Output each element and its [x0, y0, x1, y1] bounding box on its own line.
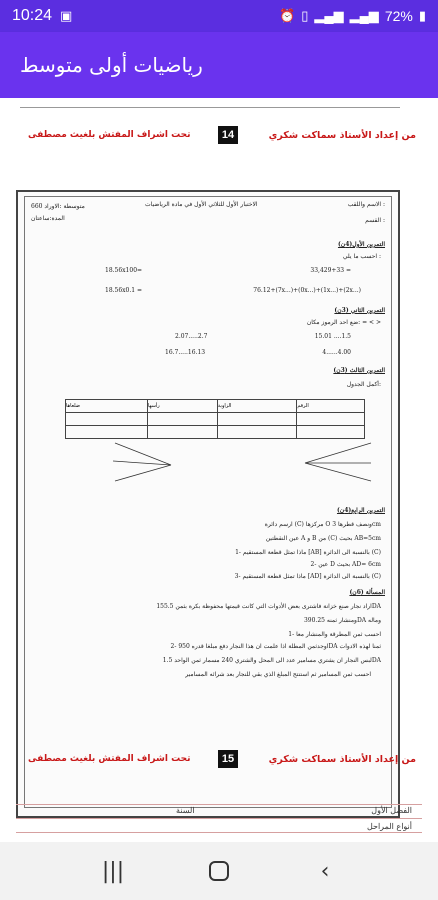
page-header-14 — [0, 126, 438, 150]
home-icon[interactable] — [199, 851, 239, 891]
angle-figure-right — [295, 441, 375, 485]
table-header: رأسها — [147, 400, 217, 413]
ex5-line3: لبس النجار ان يشتري مسامير عدد الى المحل والشتري 240 مسمار ثمن الواحد 1.5DA — [162, 657, 381, 664]
ex5-item2: 2- اوجدثمن المطلة اذا علمت ان هذا النجار دفع مبلغا قدره 950DA ثمنا لهذه الادوات — [170, 643, 381, 650]
angle-table — [65, 399, 365, 439]
exam-school: متوسطة :الاوراد 660 — [31, 203, 85, 210]
status-bar — [0, 0, 438, 32]
ex5-item3: احسب ثمن المسامير ثم استنتج المبلغ الذي بقي للنجار بعد شرائه المسامير — [185, 671, 371, 678]
angle-figure-left — [111, 441, 191, 485]
handwritten-text: السنة — [176, 806, 195, 815]
table-header: الزاوية — [217, 400, 296, 413]
ex2-b: 2.07.....2.7 — [175, 333, 208, 340]
table-header: الرقم — [297, 400, 365, 413]
handwritten-text: أنواع المراحل — [366, 822, 412, 831]
exam-title: الاختبار الأول للثلاثي الأول في مادة الرياضيات — [145, 201, 258, 208]
signal2-icon: ▂▄▆ — [349, 8, 379, 23]
ex3-title: التمرين الثالث (3ن) — [333, 367, 385, 374]
ruled-line — [16, 804, 422, 805]
ex5-line2: ومنشار ثمنه 390.25DA وماله — [303, 617, 381, 624]
ex1-c: 76.12+(7x...)+(0x...)+(1x...)+(2x...) — [253, 287, 361, 294]
ex4-line1: ارسم دائرة (C) مركزها O ونصف قطرها 3cm — [264, 521, 381, 528]
battery-percent: 72% — [384, 8, 413, 24]
exam-duration: المدة:ساعتان — [31, 215, 65, 222]
section-label: القسم : — [365, 217, 385, 224]
ex2-line1: ضع احد الرموز مكان: = < > — [306, 319, 381, 326]
ruled-line — [16, 818, 422, 819]
signal-icon: ▂▄▆ — [314, 8, 344, 23]
ex2-d: 16.7.....16.13 — [165, 349, 206, 356]
table-header: ضلعاها — [66, 400, 148, 413]
ex4-item3: 3- ماذا تمثل قطعة المستقيم [AD] بالنسبة الى الدائرة (C) — [234, 573, 381, 580]
ex3-line1: أكمل الجدول: — [346, 381, 381, 388]
page-number: 15 — [218, 750, 238, 768]
ex4-line2: عين النقطتين A و B من (C) بحيث AB=5cm — [265, 535, 381, 542]
supervision-label: تحت اشراف المفتش بلغيث مصطفى — [28, 754, 191, 764]
next-page-scan — [16, 798, 422, 842]
author-label: من إعداد الأستاذ سماكت شكري — [268, 754, 416, 765]
ex1-b: 18.56x100= — [105, 267, 143, 274]
ex2-a: 15.01 ....1.5 — [314, 333, 351, 340]
ex4-title: التمرين الرابع(4ن) — [336, 507, 385, 514]
navigation-bar — [0, 842, 438, 900]
scan-top-edge — [20, 100, 400, 108]
ex2-c: 4......4.00 — [322, 349, 351, 356]
supervision-label: تحت اشراف المفتش بلغيث مصطفى — [28, 130, 191, 140]
app-bar — [0, 32, 438, 98]
ex2-title: التمرين الثاني (3ن) — [334, 307, 385, 314]
ex4-item2: 2- عين D بحيث AD= 6cm — [310, 561, 381, 568]
exam-page-scan — [16, 190, 400, 818]
back-icon[interactable]: ‹ — [320, 858, 330, 884]
page-number: 14 — [218, 126, 238, 144]
vibrate-icon: ▯ — [301, 8, 309, 23]
alarm-icon: ⏰ — [279, 8, 296, 23]
ex1-a: 33,429+33 = — [310, 267, 351, 274]
recents-icon[interactable]: ||| — [101, 858, 125, 884]
ruled-line — [16, 832, 422, 833]
handwritten-text: الفصل الأول — [371, 806, 412, 815]
status-right — [279, 8, 426, 24]
ex5-title: المسألة (6ن) — [349, 589, 385, 596]
author-label: من إعداد الأستاذ سماكت شكري — [268, 130, 416, 141]
app-title: رياضيات أولى متوسط — [20, 53, 203, 77]
ex4-item1: 1- ماذا تمثل قطعة المستقيم [AB] بالنسبة الى الدائرة (C) — [235, 549, 381, 556]
exam-inner-border — [24, 196, 392, 808]
ex1-d: 18.56x0.1 = — [105, 287, 143, 294]
status-time: 10:24 — [12, 7, 53, 24]
ex1-title: التمرين الأول(4ن) — [337, 241, 385, 248]
image-notification-icon: ▣ — [60, 8, 73, 24]
ex5-item1: 1- احسب ثمن المطرقة والمنشار معا — [288, 631, 381, 638]
battery-icon: ▮ — [418, 8, 426, 23]
ex1-line1: احسب ما يلي : — [342, 253, 381, 260]
document-viewer[interactable] — [0, 98, 438, 842]
name-label: الاسم واللقب : — [347, 201, 385, 208]
ex5-line1: اراد نجار صنع خزانة فاشترى بعض الأدوات التي كانت قيمتها محفوظة بكرة بثمن 155.5DA — [156, 603, 381, 610]
page-header-15 — [0, 750, 438, 774]
